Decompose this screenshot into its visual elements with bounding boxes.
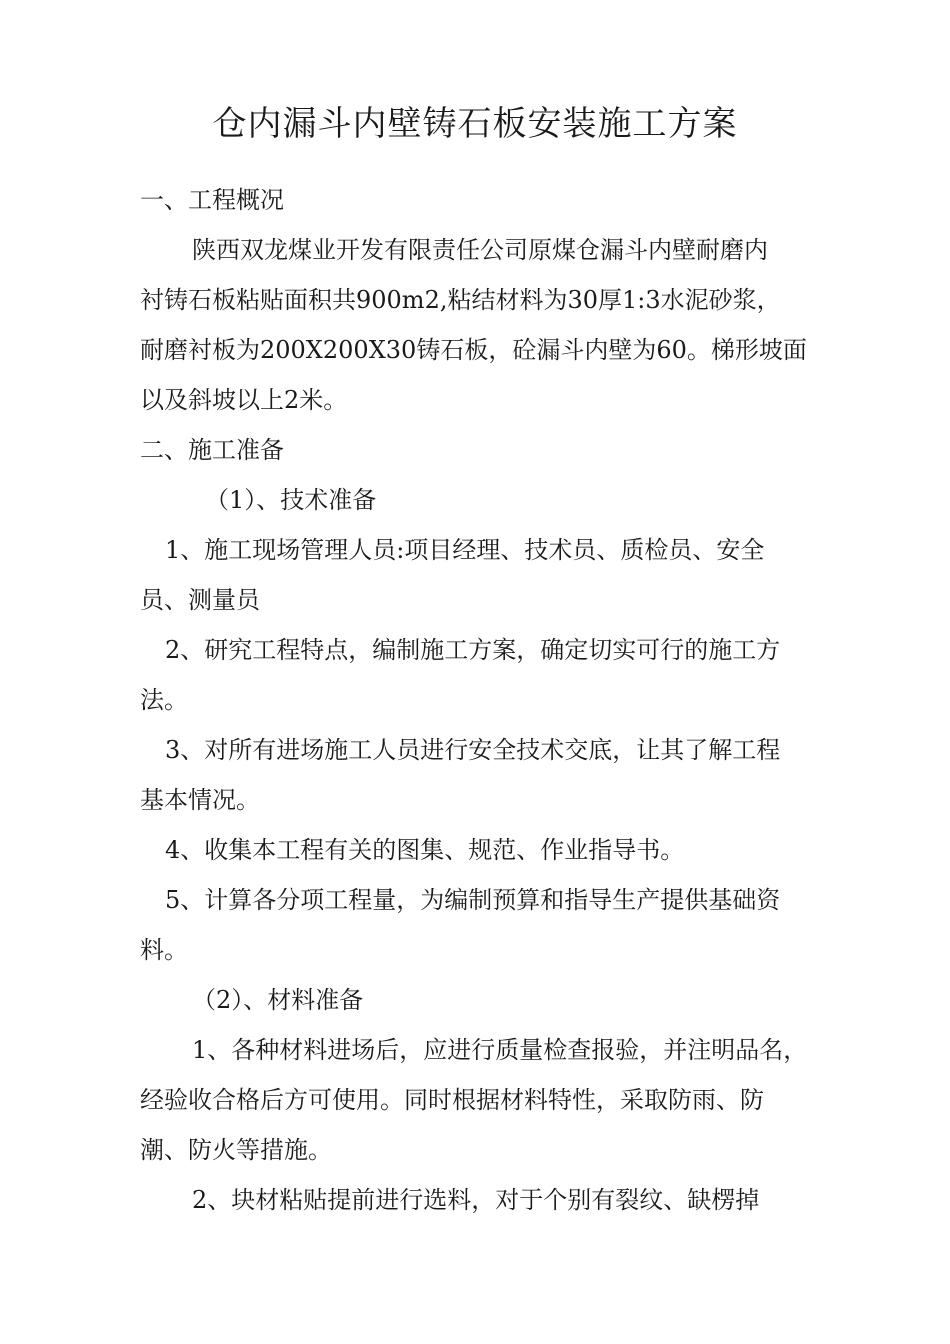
overview-paragraph-line: 耐磨衬板为200X200X30铸石板，砼漏斗内壁为60。梯形坡面	[140, 336, 807, 364]
subsection-heading-technical: （1）、技术准备	[205, 486, 377, 514]
list-item-line: 基本情况。	[140, 786, 260, 814]
list-item-line: 料。	[140, 936, 188, 964]
overview-paragraph-line: 以及斜坡以上2米。	[140, 386, 348, 414]
list-item-line: 潮、防火等措施。	[140, 1136, 332, 1164]
list-item-line: 经验收合格后方可使用。同时根据材料特性，采取防雨、防	[140, 1086, 764, 1114]
list-item-line: 2、块材粘贴提前进行选料，对于个别有裂纹、缺楞掉	[192, 1186, 760, 1214]
list-item-line: 1、各种材料进场后，应进行质量检查报验，并注明品名，	[192, 1036, 808, 1064]
section-heading-preparation: 二、施工准备	[140, 436, 284, 464]
overview-paragraph-line: 陕西双龙煤业开发有限责任公司原煤仓漏斗内壁耐磨内	[192, 236, 768, 264]
list-item-line: 4、收集本工程有关的图集、规范、作业指导书。	[165, 836, 685, 864]
list-item-line: 5、计算各分项工程量，为编制预算和指导生产提供基础资	[165, 886, 781, 914]
list-item-line: 3、对所有进场施工人员进行安全技术交底，让其了解工程	[165, 736, 781, 764]
overview-paragraph-line: 衬铸石板粘贴面积共900m2,粘结材料为30厚1:3水泥砂浆，	[140, 286, 781, 314]
list-item-line: 2、研究工程特点，编制施工方案，确定切实可行的施工方	[165, 636, 781, 664]
list-item-line: 员、测量员	[140, 586, 260, 614]
list-item-line: 法。	[140, 686, 188, 714]
list-item-line: 1、施工现场管理人员:项目经理、技术员、质检员、安全	[165, 536, 765, 564]
document-title: 仓内漏斗内壁铸石板安装施工方案	[212, 104, 738, 144]
subsection-heading-materials: （2）、材料准备	[192, 986, 364, 1014]
section-heading-overview: 一、工程概况	[140, 186, 284, 214]
